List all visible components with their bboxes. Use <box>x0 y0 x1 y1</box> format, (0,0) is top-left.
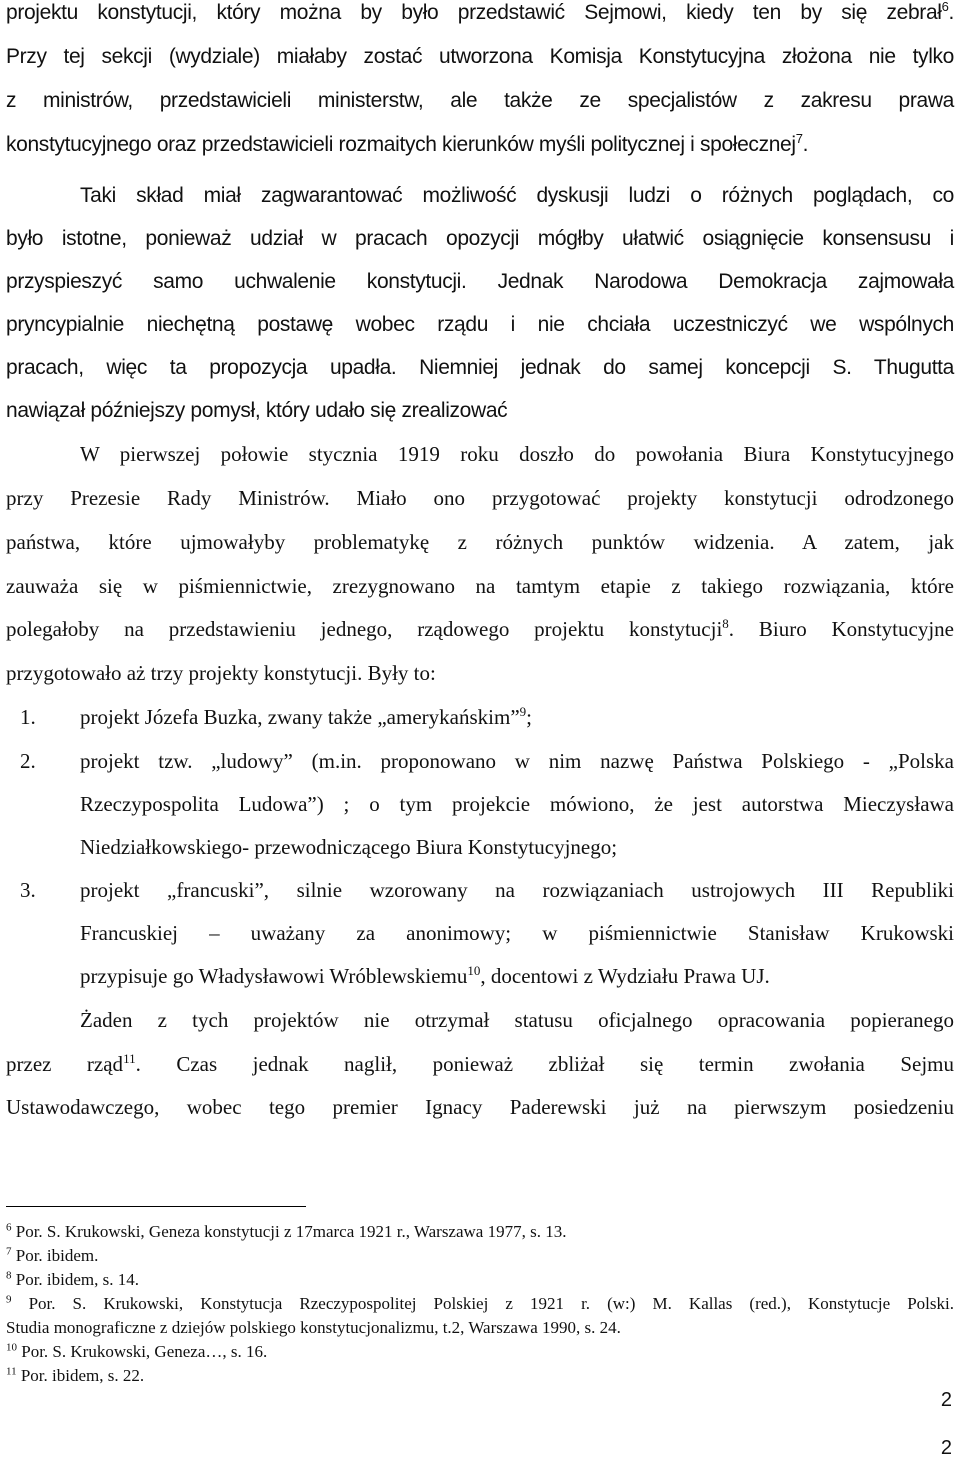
text-run: projektu konstytucji, który można by było przedstawić Sejmowi, kiedy ten by się zebrał <box>6 1 942 24</box>
footnote-text: Por. S. Krukowski, Geneza konstytucji z 17marca 1921 r., Warszawa 1977, s. 13. <box>11 1222 567 1241</box>
footnote-8 <box>6 1270 139 1290</box>
body-line-14: zauważa się w piśmiennictwie, zrezygnowano na tamtym etapie z takiego rozwiązania, które <box>6 574 954 598</box>
footnote-11 <box>6 1366 144 1386</box>
page-number-footer: 2 <box>940 1437 952 1459</box>
text-run: konstytucyjnego oraz przedstawicieli rozmaitych kierunków myśli politycznej i społecznej <box>6 133 796 156</box>
list-item-2-line-2: Rzeczypospolita Ludowa”) ; o tym projekcie mówiono, że jest autorstwa Mieczysława <box>80 792 954 816</box>
footnote-ref: 8 <box>722 616 729 631</box>
footnote-ref: 10 <box>467 963 481 978</box>
body-line-15 <box>6 616 954 642</box>
footnote-text: Por. ibidem. <box>11 1246 99 1265</box>
footnote-number: 11 <box>6 1365 17 1378</box>
list-item-2-line-1: projekt tzw. „ludowy” (m.in. proponowano w nim nazwę Państwa Polskiego - „Polska <box>80 749 954 773</box>
text-run: ; <box>526 705 532 729</box>
text-run: projekt Józefa Buzka, zwany także „amerykańskim” <box>80 705 520 729</box>
body-line-7: przyspieszyć samo uchwalenie konstytucji. Jednak Narodowa Demokracja zajmowała <box>6 270 954 293</box>
list-item-1-line-1 <box>80 704 532 730</box>
list-item-2-line-3: Niedziałkowskiego- przewodniczącego Biura Konstytucyjnego; <box>80 835 618 859</box>
footnote-text: Por. S. Krukowski, Geneza…, s. 16. <box>17 1342 268 1361</box>
footnote-ref: 7 <box>795 131 803 146</box>
footnote-text: Por. ibidem, s. 22. <box>16 1366 145 1385</box>
footnote-text: Por. S. Krukowski, Konstytucja Rzeczypospolitej Polskiej z 1921 r. (w:) M. Kallas (red.), Konstytucje Polski. <box>11 1294 954 1313</box>
body-line-3: z ministrów, przedstawicieli ministerstw, ale także ze specjalistów z zakresu prawa <box>6 89 954 112</box>
page-number: 2 <box>940 1389 952 1411</box>
body-line-1 <box>6 0 954 26</box>
list-number: 2. <box>20 749 36 773</box>
list-item-3-line-3 <box>80 963 770 989</box>
footnote-ref: 11 <box>123 1051 136 1066</box>
footnote-9 <box>6 1294 954 1314</box>
text-run: . Czas jednak naglił, ponieważ zbliżał się termin zwołania Sejmu <box>135 1052 954 1076</box>
after-line-2 <box>6 1051 954 1077</box>
body-line-4 <box>6 132 808 158</box>
body-line-9: pracach, więc ta propozycja upadła. Niemniej jednak do samej koncepcji S. Thugutta <box>6 356 954 379</box>
footnote-ref: 6 <box>941 0 949 14</box>
list-item-3-line-1: projekt „francuski”, silnie wzorowany na rozwiązaniach ustrojowych III Republiki <box>80 878 954 902</box>
footnote-number: 7 <box>6 1245 12 1258</box>
text-run: . <box>802 133 809 156</box>
footnote-separator <box>6 1206 306 1207</box>
list-number: 3. <box>20 878 36 902</box>
text-run: polegałoby na przedstawieniu jednego, rządowego projektu konstytucji <box>6 617 723 641</box>
after-line-1: Żaden z tych projektów nie otrzymał statusu oficjalnego opracowania popieranego <box>80 1008 954 1032</box>
footnote-ref: 9 <box>519 704 527 719</box>
body-line-16: przygotowało aż trzy projekty konstytucji. Były to: <box>6 661 436 685</box>
text-run: przypisuje go Władysławowi Wróblewskiemu <box>80 964 468 988</box>
body-line-13: państwa, które ujmowałyby problematykę z różnych punktów widzenia. A zatem, jak <box>6 530 954 554</box>
footnote-10 <box>6 1342 267 1362</box>
footnote-6 <box>6 1222 566 1242</box>
footnote-number: 8 <box>6 1269 12 1282</box>
footnote-number: 9 <box>6 1293 12 1306</box>
body-line-11: W pierwszej połowie stycznia 1919 roku doszło do powołania Biura Konstytucyjnego <box>80 442 954 466</box>
footnote-7 <box>6 1246 98 1266</box>
footnote-text: Por. ibidem, s. 14. <box>11 1270 140 1289</box>
body-line-12: przy Prezesie Rady Ministrów. Miało ono przygotować projekty konstytucji odrodzonego <box>6 486 954 510</box>
footnote-number: 10 <box>6 1341 17 1354</box>
footnote-number: 6 <box>6 1221 12 1234</box>
body-line-10: nawiązał późniejszy pomysł, który udało się zrealizować <box>6 399 508 422</box>
text-run: . Biuro Konstytucyjne <box>728 617 954 641</box>
text-run: przez rząd <box>6 1052 124 1076</box>
footnote-9-continuation: Studia monograficzne z dziejów polskiego konstytucjonalizmu, t.2, Warszawa 1990, s. 24. <box>6 1318 621 1337</box>
list-item-3-line-2: Francuskiej – uważany za anonimowy; w piśmiennictwie Stanisław Krukowski <box>80 921 954 945</box>
body-line-8: pryncypialnie niechętną postawę wobec rządu i nie chciała uczestniczyć we wspólnych <box>6 313 954 336</box>
body-line-6: było istotne, ponieważ udział w pracach opozycji mógłby ułatwić osiągnięcie konsensusu i <box>6 227 954 250</box>
body-line-2: Przy tej sekcji (wydziale) miałaby zostać utworzona Komisja Konstytucyjna złożona nie tylko <box>6 45 954 68</box>
body-line-5: Taki skład miał zagwarantować możliwość dyskusji ludzi o różnych poglądach, co <box>80 184 954 207</box>
text-run: . <box>948 1 954 24</box>
after-line-3: Ustawodawczego, wobec tego premier Ignacy Paderewski już na pierwszym posiedzeniu <box>6 1095 954 1119</box>
text-run: , docentowi z Wydziału Prawa UJ. <box>480 964 770 988</box>
list-number: 1. <box>20 705 36 729</box>
